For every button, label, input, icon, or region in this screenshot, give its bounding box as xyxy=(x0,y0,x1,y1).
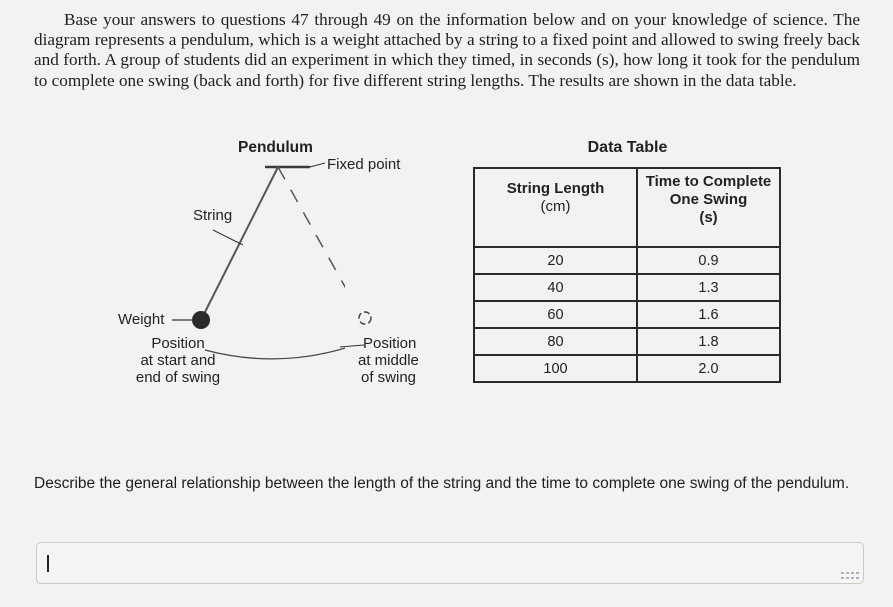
cell-time: 1.6 xyxy=(637,301,780,328)
pendulum-title: Pendulum xyxy=(238,139,313,156)
middle-bob xyxy=(355,308,375,328)
string-pointer xyxy=(213,230,243,245)
weight-bob xyxy=(192,311,210,329)
intro-paragraph: Base your answers to questions 47 through 49 on the information below and on your knowledge of science. The diagram represents a pendulum, which is a weight attached by a string to a fixed point and allowed to swing freely back and forth. A group of students did an experiment in which they timed, in seconds (s), how long it took for the pendulum to complete one swing (back and forth) for five different string lengths. The results are shown in the data table. xyxy=(34,10,860,90)
text-caret xyxy=(47,555,49,572)
table-row xyxy=(474,247,780,274)
cell-time: 0.9 xyxy=(637,247,780,274)
data-table xyxy=(473,167,781,383)
data-table-title: Data Table xyxy=(587,139,668,156)
dashed-string xyxy=(278,167,345,310)
header-string-length: String Length (cm) xyxy=(474,168,637,247)
cell-length: 80 xyxy=(474,328,637,355)
cell-time: 2.0 xyxy=(637,355,780,382)
cell-length: 40 xyxy=(474,274,637,301)
fixed-point-label: Fixed point xyxy=(327,156,401,173)
table-row xyxy=(474,328,780,355)
answer-input[interactable] xyxy=(36,542,864,584)
start-position-label: Position at start and end of swing xyxy=(135,335,221,386)
string-label: String xyxy=(193,207,233,224)
middle-position-label: Position at middle of swing xyxy=(358,335,419,386)
cell-time: 1.8 xyxy=(637,328,780,355)
table-row xyxy=(474,274,780,301)
cell-length: 100 xyxy=(474,355,637,382)
resize-handle-icon[interactable] xyxy=(841,572,859,580)
question-prompt: Describe the general relationship between the length of the string and the time to complete one swing of the pendulum. xyxy=(34,475,850,492)
fixed-point-pointer xyxy=(310,163,325,167)
cell-length: 60 xyxy=(474,301,637,328)
table-header-row xyxy=(474,168,780,247)
cell-length: 20 xyxy=(474,247,637,274)
table-row xyxy=(474,355,780,382)
header-time: Time to Complete One Swing (s) xyxy=(637,168,780,247)
weight-label: Weight xyxy=(118,311,165,328)
cell-time: 1.3 xyxy=(637,274,780,301)
table-row xyxy=(474,301,780,328)
